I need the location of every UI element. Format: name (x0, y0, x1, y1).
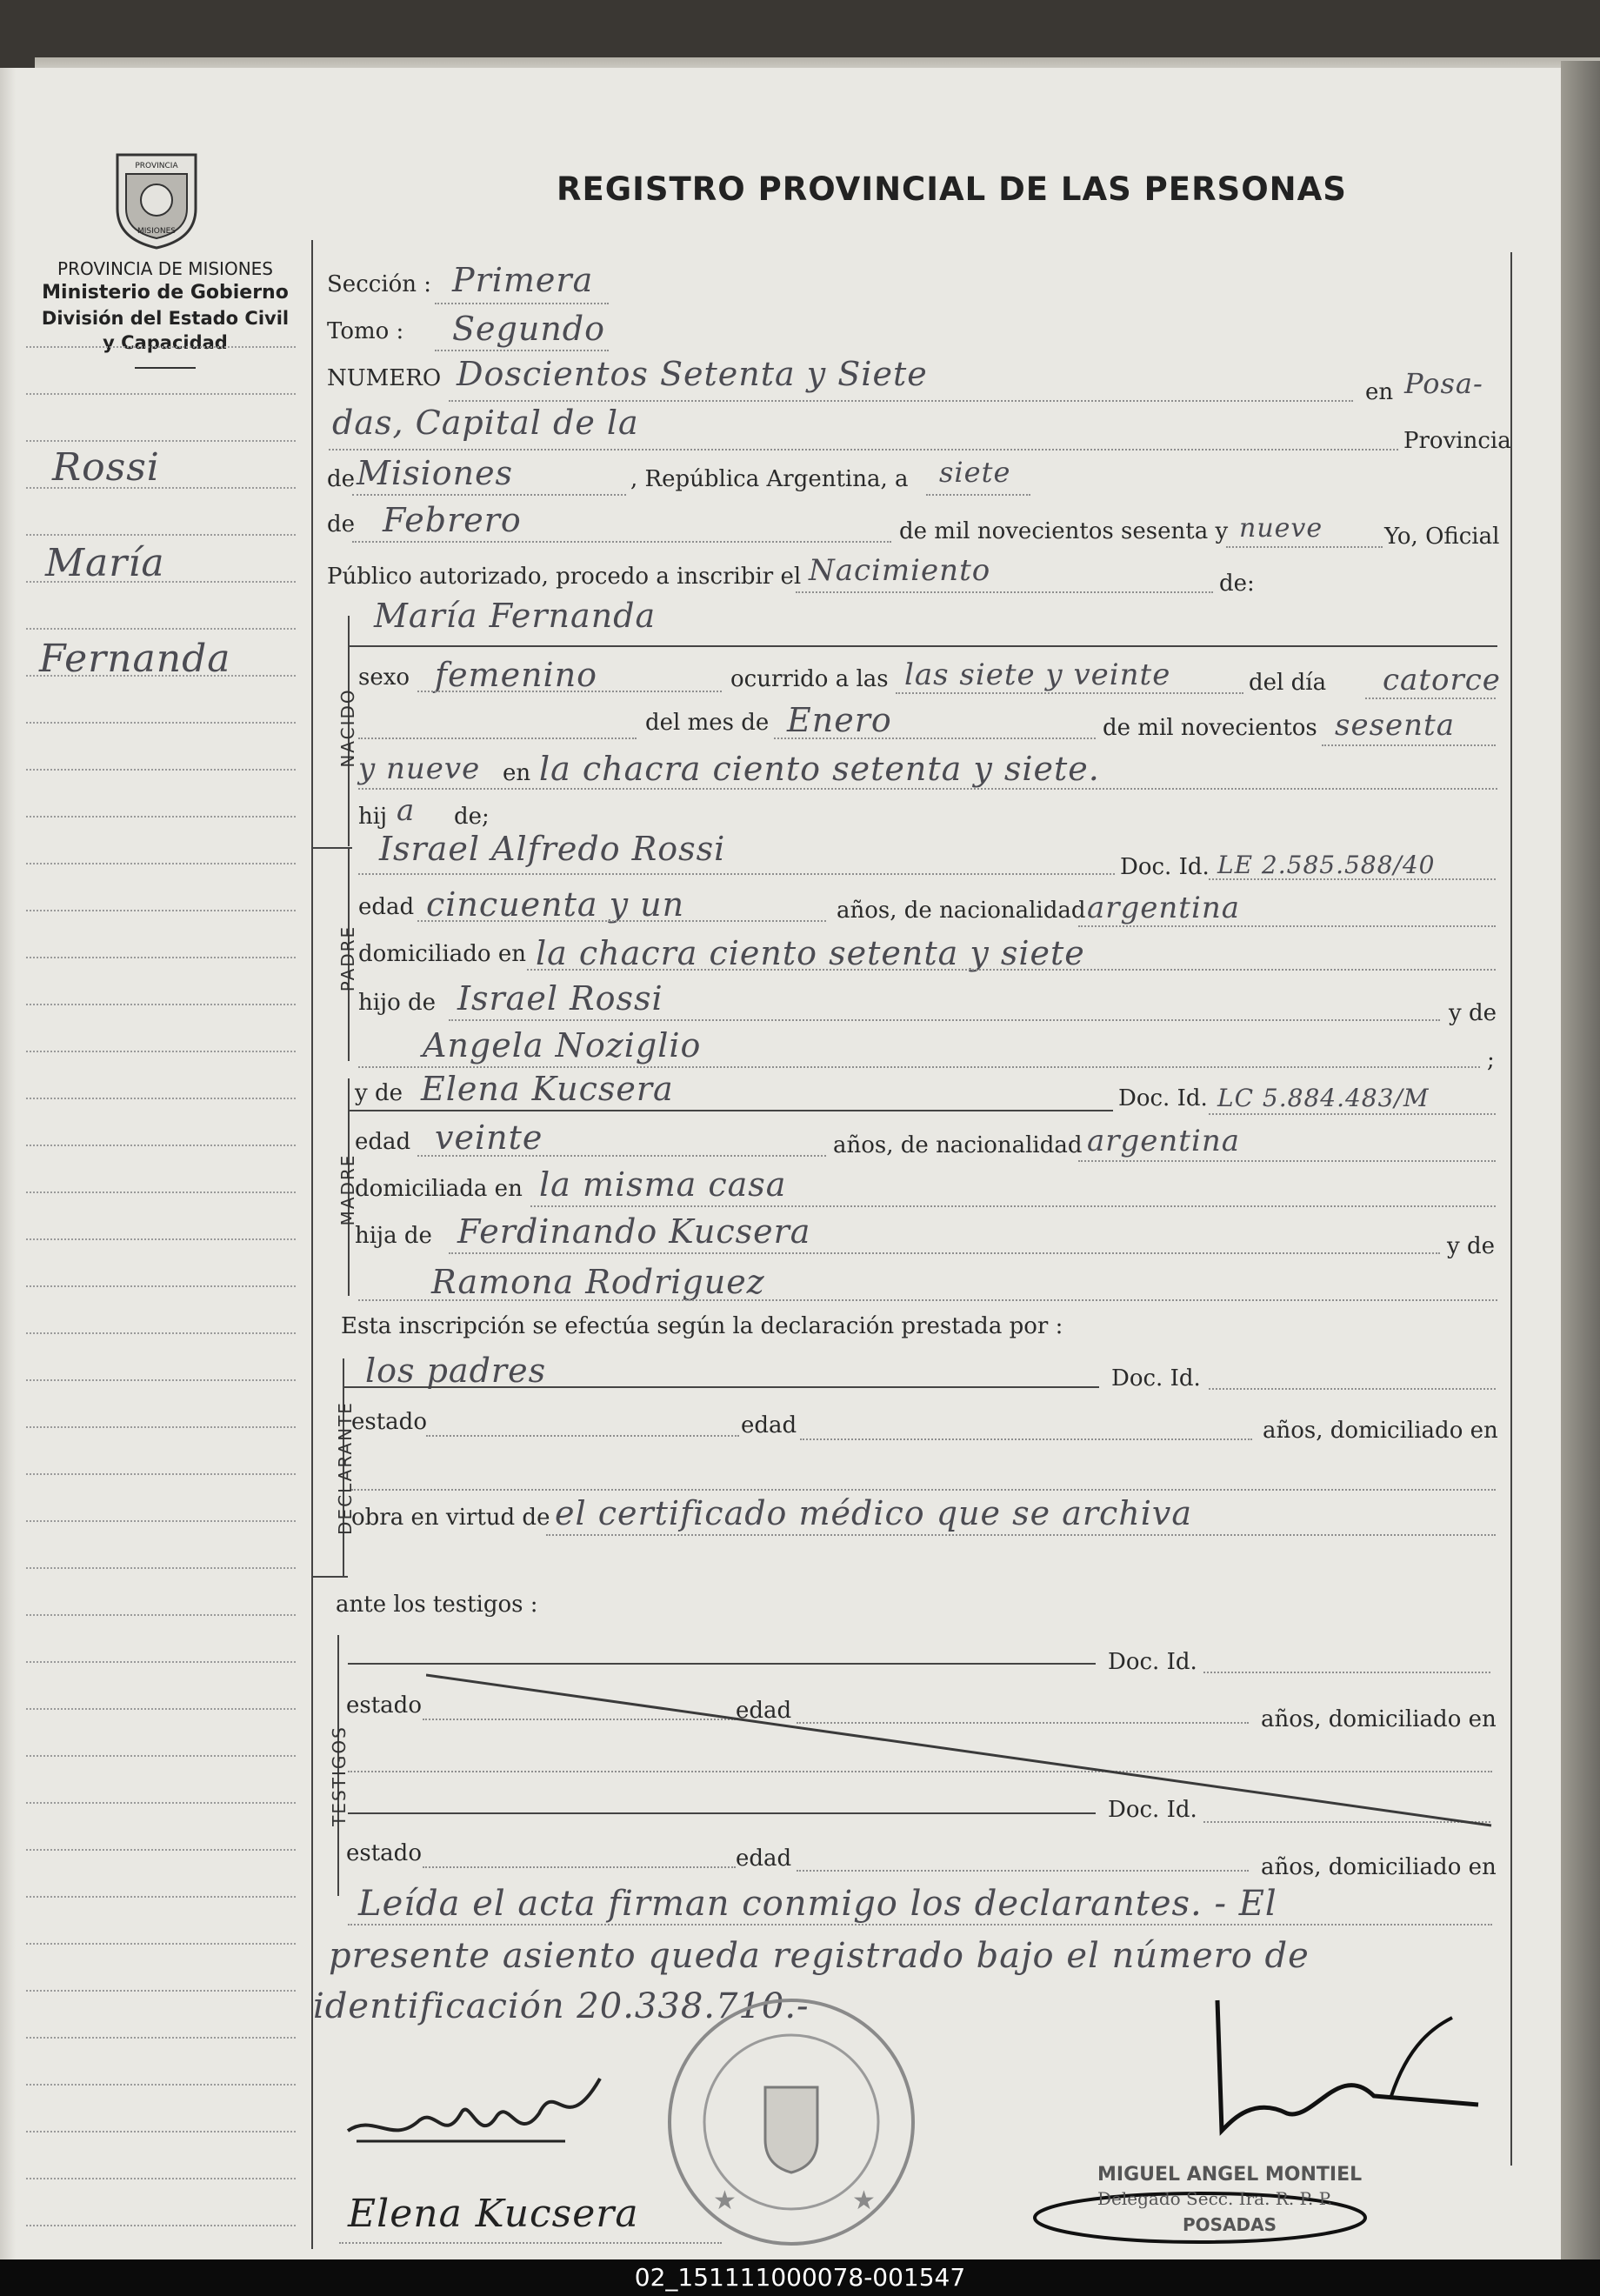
label-testigo-2-doc: Doc. Id. (1108, 1797, 1197, 1823)
dots (417, 1155, 826, 1157)
org-line-4: y Capacidad (103, 332, 228, 353)
dots (774, 738, 1096, 739)
margin-name-1: María (45, 541, 165, 585)
label-madre-y-de: y de (355, 1080, 403, 1106)
org-line-1: PROVINCIA DE MISIONES (57, 258, 273, 279)
dots (329, 449, 1398, 451)
side-label-nacido: NACIDO (337, 688, 358, 768)
ledger-line (26, 346, 296, 348)
label-en: en (1365, 379, 1394, 405)
label-del-mes: del mes de (645, 710, 770, 736)
margin-surname: Rossi (52, 445, 160, 490)
ledger-line (26, 1755, 296, 1757)
dots (358, 1066, 1480, 1068)
dots (352, 541, 891, 543)
dots (896, 692, 1243, 694)
label-testigo-2-estado: estado (346, 1840, 422, 1866)
label-de-semi: de; (454, 804, 490, 830)
label-testigo-1-edad: edad (736, 1698, 792, 1724)
ledger-line (26, 957, 296, 958)
dots (1078, 1160, 1496, 1162)
label-sexo: sexo (358, 664, 410, 691)
label-madre-anios-nac: años, de nacionalidad (833, 1132, 1083, 1158)
ledger-line (26, 1098, 296, 1099)
dots (435, 350, 609, 351)
ledger-line (26, 2131, 296, 2132)
dots (449, 1019, 1440, 1021)
ledger-line (26, 2225, 296, 2226)
book-right-edge (1561, 61, 1600, 2261)
seal-top-text: PROVINCIA (135, 162, 178, 170)
ledger-line (26, 2037, 296, 2039)
ledger-line (26, 1191, 296, 1193)
official-title: Delegado Secc. Ira. R. P. P. (1097, 2188, 1333, 2209)
dots (426, 1435, 739, 1437)
ledger-line (26, 1051, 296, 1052)
rule-madre (348, 1110, 1113, 1111)
value-anio-nac: sesenta (1335, 708, 1455, 743)
label-declarante-anios-dom: años, domiciliado en (1263, 1418, 1498, 1444)
label-padre-anios-nac: años, de nacionalidad (837, 898, 1086, 924)
rule-testigos-top (313, 1576, 348, 1578)
dots (348, 1924, 1492, 1926)
dots (1322, 744, 1496, 746)
label-de-mil: de mil novecientos sesenta y (899, 518, 1229, 544)
label-ocurrido: ocurrido a las (730, 666, 889, 692)
ledger-line (26, 1849, 296, 1851)
label-padre-domiciliado: domiciliado en (358, 941, 526, 967)
svg-text:★: ★ (852, 2186, 876, 2216)
org-divider (135, 367, 196, 369)
label-declaracion: Esta inscripción se efectúa según la declaración prestada por : (341, 1313, 1063, 1339)
dots (800, 1438, 1252, 1440)
rule-declarante (343, 1386, 1099, 1388)
signature-official (1026, 1992, 1513, 2253)
dots (358, 1299, 1497, 1301)
label-publico: Público autorizado, procedo a inscribir el (327, 564, 802, 590)
dots (358, 738, 637, 739)
label-de-1: de (327, 466, 356, 492)
ledger-line (26, 1943, 296, 1945)
dots (926, 494, 1030, 496)
label-madre-domiciliada: domiciliada en (355, 1176, 523, 1202)
dots (1078, 925, 1496, 927)
ledger-line (26, 1004, 296, 1005)
dots (358, 873, 1115, 875)
dots (449, 1252, 1440, 1254)
ledger-line (26, 1145, 296, 1146)
seal-bottom-text: MISIONES (137, 227, 177, 236)
ledger-line (26, 816, 296, 818)
value-fecha-dia: siete (939, 456, 1011, 489)
dots (1209, 1113, 1496, 1115)
ledger-line (26, 910, 296, 911)
value-hij-suffix: a (397, 793, 416, 828)
value-hora: las siete y veinte (904, 657, 1171, 692)
label-testigo-1-estado: estado (346, 1692, 422, 1719)
note-line-1: Leída el acta firman conmigo los declarantes. - El (358, 1884, 1277, 1924)
ledger-line (26, 393, 296, 395)
rule-padre-top (313, 847, 352, 849)
value-madre-doc: LC 5.884.483/M (1217, 1084, 1430, 1112)
label-padre-y-de: y de (1449, 1000, 1497, 1026)
value-padre-nombre: Israel Alfredo Rossi (379, 830, 726, 868)
ledger-line (26, 722, 296, 724)
dots (1209, 1388, 1496, 1390)
ledger-line (26, 1285, 296, 1287)
dots (358, 788, 1497, 790)
value-padre-edad: cincuenta y un (426, 885, 685, 924)
dots (449, 400, 1353, 402)
label-declarante-estado: estado (351, 1409, 427, 1435)
value-tomo: Segundo (452, 310, 605, 348)
signature-father (339, 2061, 617, 2166)
ledger-line (26, 1567, 296, 1569)
ledger-line (26, 1896, 296, 1898)
label-provincia: Provincia (1403, 428, 1511, 454)
value-declarante: los padres (365, 1352, 547, 1390)
value-lugar: la chacra ciento setenta y siete. (539, 750, 1100, 788)
document-page (0, 68, 1561, 2259)
value-en: Posa- (1404, 367, 1483, 400)
label-yo-oficial: Yo, Oficial (1384, 524, 1500, 550)
org-block (17, 257, 313, 369)
dots (417, 920, 826, 922)
label-de-mil-nov: de mil novecientos (1103, 715, 1317, 741)
value-madre-padre: Ferdinando Kucsera (457, 1212, 811, 1251)
value-sexo: femenino (435, 656, 598, 694)
main-left-rule (311, 240, 313, 2249)
label-padre-hijo-de: hijo de (358, 990, 437, 1016)
dots (339, 2242, 722, 2244)
ledger-line (26, 769, 296, 771)
side-label-madre: MADRE (337, 1153, 358, 1226)
page-title: REGISTRO PROVINCIAL DE LAS PERSONAS (557, 170, 1347, 208)
value-madre-dom: la misma casa (539, 1165, 787, 1204)
ledger-line (26, 2178, 296, 2179)
label-numero: NUMERO (327, 365, 442, 391)
main-right-rule (1510, 252, 1512, 2166)
dots (797, 1870, 1249, 1872)
value-inscribir: Nacimiento (809, 553, 991, 588)
ledger-line (26, 863, 296, 864)
dots (1209, 878, 1496, 880)
label-seccion: Sección : (327, 271, 432, 297)
ledger-line (26, 1614, 296, 1616)
ledger-line (26, 1332, 296, 1334)
ledger-line (26, 1426, 296, 1428)
note-line-2: presente asiento queda registrado bajo el número de (329, 1936, 1310, 1976)
value-obra: el certificado médico que se archiva (555, 1494, 1193, 1532)
label-testigo-1-doc: Doc. Id. (1108, 1649, 1197, 1675)
page-gutter (0, 68, 16, 2259)
official-city: POSADAS (1183, 2214, 1277, 2235)
strike-line (426, 1673, 1496, 1830)
label-declarante-edad: edad (741, 1412, 797, 1438)
dots (423, 1866, 736, 1868)
ledger-line (26, 628, 296, 630)
label-obra: obra en virtud de (351, 1505, 550, 1531)
value-seccion: Primera (452, 261, 594, 299)
dots (351, 1489, 1496, 1491)
org-line-3: División del Estado Civil (41, 308, 290, 329)
signature-mother: Elena Kucsera (348, 2192, 639, 2236)
label-tomo: Tomo : (327, 318, 404, 344)
ledger-line (26, 1802, 296, 1804)
ledger-line (26, 440, 296, 442)
label-madre-hija-de: hija de (355, 1223, 432, 1249)
value-padre-padre: Israel Rossi (457, 979, 663, 1018)
ledger-line (26, 1379, 296, 1381)
label-testigo-2-edad: edad (736, 1845, 792, 1872)
value-padre-doc: LE 2.585.588/40 (1217, 851, 1436, 879)
label-madre-y-de: y de (1447, 1233, 1495, 1259)
label-hij: hij (358, 804, 388, 830)
filename-bar: 02_151111000078-001547 (0, 2259, 1600, 2296)
ledger-line (26, 1661, 296, 1663)
value-madre-nac: argentina (1087, 1124, 1241, 1158)
label-ante: ante los testigos : (336, 1592, 538, 1618)
value-anio: nueve (1239, 513, 1323, 544)
value-madre-madre: Ramona Rodriguez (431, 1263, 765, 1301)
ledger-line (26, 534, 296, 536)
rule-testigo-1 (348, 1663, 1096, 1665)
side-label-padre: PADRE (337, 924, 358, 992)
official-name: MIGUEL ANGEL MONTIEL (1097, 2164, 1363, 2186)
ledger-line (26, 1990, 296, 1992)
side-label-testigos: TESTIGOS (329, 1725, 350, 1826)
dots (352, 494, 626, 496)
label-padre-doc: Doc. Id. (1120, 854, 1210, 880)
label-republica: , República Argentina, a (630, 466, 909, 492)
ledger-line (26, 1520, 296, 1522)
value-madre-nombre: Elena Kucsera (421, 1070, 674, 1108)
province-seal-icon (109, 139, 204, 252)
value-provincia-de: Misiones (357, 454, 514, 492)
value-dia: catorce (1383, 663, 1501, 697)
margin-name-2: Fernanda (39, 637, 231, 681)
value-nombre: María Fernanda (374, 597, 657, 635)
label-testigo-1-anios-dom: años, domiciliado en (1261, 1706, 1497, 1732)
value-anio-nac-2: y nueve (358, 751, 481, 786)
label-madre-edad: edad (355, 1129, 411, 1155)
side-label-declarante: DECLARANTE (335, 1401, 356, 1535)
registry-stamp (661, 1992, 930, 2253)
ledger-line (26, 2084, 296, 2086)
label-de-colon: de: (1219, 571, 1255, 597)
value-mes: Enero (787, 701, 892, 739)
ledger-line (26, 1708, 296, 1710)
label-padre-edad: edad (358, 894, 415, 920)
value-en-cont: das, Capital de la (332, 404, 639, 442)
label-del-dia: del día (1249, 670, 1327, 696)
value-padre-nac: argentina (1087, 891, 1241, 925)
note-line-3: identificación 20.338.710.- (313, 1986, 810, 2026)
dots (1226, 546, 1383, 548)
dots (546, 1534, 1496, 1536)
label-semicolon: ; (1487, 1047, 1495, 1073)
dots (435, 303, 609, 304)
ledger-line (26, 1238, 296, 1240)
rule-nombre (348, 645, 1497, 647)
label-de-2: de (327, 511, 356, 537)
value-padre-dom: la chacra ciento setenta y siete (536, 934, 1085, 972)
dots (1365, 697, 1496, 699)
value-madre-edad: veinte (435, 1118, 543, 1157)
dots (796, 591, 1213, 593)
label-testigo-2-anios-dom: años, domiciliado en (1261, 1854, 1497, 1880)
label-declarante-doc: Doc. Id. (1111, 1365, 1201, 1392)
value-fecha-mes: Febrero (383, 501, 522, 539)
label-madre-doc: Doc. Id. (1118, 1085, 1208, 1111)
svg-text:★: ★ (713, 2186, 737, 2216)
value-padre-madre: Angela Noziglio (423, 1026, 702, 1065)
value-numero: Doscientos Setenta y Siete (457, 355, 928, 393)
dots (530, 1205, 1496, 1207)
org-line-2: Ministerio de Gobierno (42, 282, 289, 304)
ledger-line (26, 1473, 296, 1475)
label-en-lugar: en (503, 760, 531, 786)
dots (527, 969, 1496, 971)
dots (417, 691, 722, 692)
